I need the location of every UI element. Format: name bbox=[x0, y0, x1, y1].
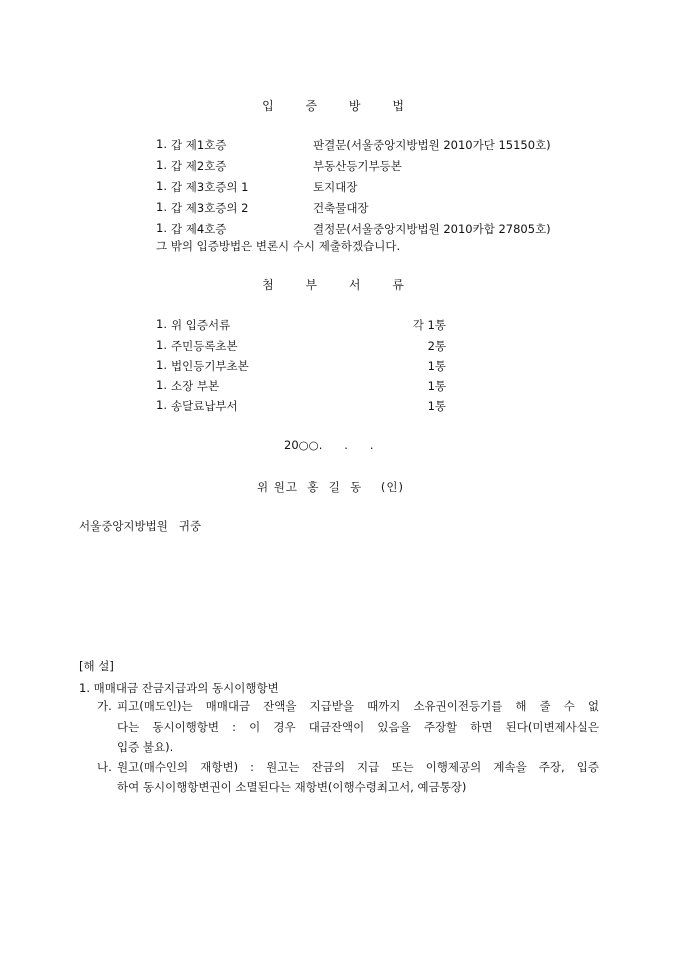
attachment-quantity: 1통 bbox=[427, 359, 446, 373]
exhibit-description: 판결문(서울중앙지방법원 2010가단 15150호) bbox=[313, 138, 551, 152]
attachment-label: 위 입증서류 bbox=[171, 318, 231, 332]
attachment-item bbox=[0, 398, 446, 414]
evidence-item bbox=[0, 221, 680, 237]
attachment-item bbox=[0, 378, 446, 394]
exhibit-label: 갑 제4호증 bbox=[171, 222, 227, 236]
evidence-item bbox=[0, 200, 680, 216]
item-number: 1. bbox=[156, 398, 167, 412]
subsection-marker-na: 나. bbox=[97, 760, 112, 774]
attachment-item bbox=[0, 317, 446, 333]
exhibit-description: 결정문(서울중앙지방법원 2010카합 27805호) bbox=[313, 222, 551, 236]
item-number: 1. bbox=[156, 221, 167, 235]
commentary-header: [해 설] bbox=[79, 659, 114, 673]
item-number: 1. bbox=[156, 179, 167, 193]
attachment-quantity: 1통 bbox=[427, 379, 446, 393]
evidence-note: 그 밖의 입증방법은 변론시 수시 제출하겠습니다. bbox=[156, 239, 401, 253]
subsection-marker-ga: 가. bbox=[97, 699, 112, 713]
exhibit-description: 토지대장 bbox=[313, 180, 358, 194]
commentary-paragraph-line: 하여 동시이행항변권이 소멸된다는 재항변(이행수령최고서, 예금통장) bbox=[117, 780, 467, 794]
commentary-paragraph-line: 입증 불요). bbox=[117, 740, 174, 754]
evidence-title: 입 증 방 법 bbox=[262, 99, 418, 113]
commentary-paragraph-line: 원고(매수인의 재항변) : 원고는 잔금의 지급 또는 이행제공의 계속을 주장, 입증 bbox=[117, 760, 599, 774]
item-number: 1. bbox=[156, 378, 167, 392]
commentary-paragraph-line: 다는 동시이행항변 : 이 경우 대금잔액이 있음을 주장할 하면 된다(미변제사실은 bbox=[117, 720, 599, 734]
item-number: 1. bbox=[156, 338, 167, 352]
commentary-paragraph-line: 피고(매도인)는 매매대금 잔액을 지급받을 때까지 소유권이전등기를 해 줄 수 없 bbox=[117, 699, 599, 713]
court-addressee: 서울중앙지방법원 귀중 bbox=[79, 519, 202, 533]
attachment-label: 법인등기부초본 bbox=[171, 359, 249, 373]
exhibit-description: 부동산등기부등본 bbox=[313, 159, 402, 173]
attachment-quantity: 1통 bbox=[427, 399, 446, 413]
item-number: 1. bbox=[156, 358, 167, 372]
attachment-item bbox=[0, 338, 446, 354]
evidence-item bbox=[0, 137, 680, 153]
attachments-title: 첨 부 서 류 bbox=[262, 278, 418, 292]
attachment-label: 소장 부본 bbox=[171, 379, 220, 393]
exhibit-label: 갑 제2호증 bbox=[171, 159, 227, 173]
exhibit-description: 건축물대장 bbox=[313, 201, 369, 215]
filing-date: 20○○. . . bbox=[284, 438, 374, 452]
exhibit-label: 갑 제3호증의 1 bbox=[171, 180, 249, 194]
item-number: 1. bbox=[156, 200, 167, 214]
item-number: 1. bbox=[156, 137, 167, 151]
plaintiff-signature: 위 원고 홍 길 동 (인) bbox=[257, 480, 404, 494]
evidence-item bbox=[0, 158, 680, 174]
commentary-section-title: 1. 매매대금 잔금지급과의 동시이행항변 bbox=[79, 681, 279, 695]
attachment-label: 송달료납부서 bbox=[171, 399, 238, 413]
attachment-quantity: 2통 bbox=[427, 339, 446, 353]
attachment-label: 주민등록초본 bbox=[171, 339, 238, 353]
item-number: 1. bbox=[156, 317, 167, 331]
attachment-quantity: 각 1통 bbox=[412, 318, 446, 332]
exhibit-label: 갑 제1호증 bbox=[171, 138, 227, 152]
exhibit-label: 갑 제3호증의 2 bbox=[171, 201, 249, 215]
attachment-item bbox=[0, 358, 446, 374]
evidence-item bbox=[0, 179, 680, 195]
item-number: 1. bbox=[156, 158, 167, 172]
